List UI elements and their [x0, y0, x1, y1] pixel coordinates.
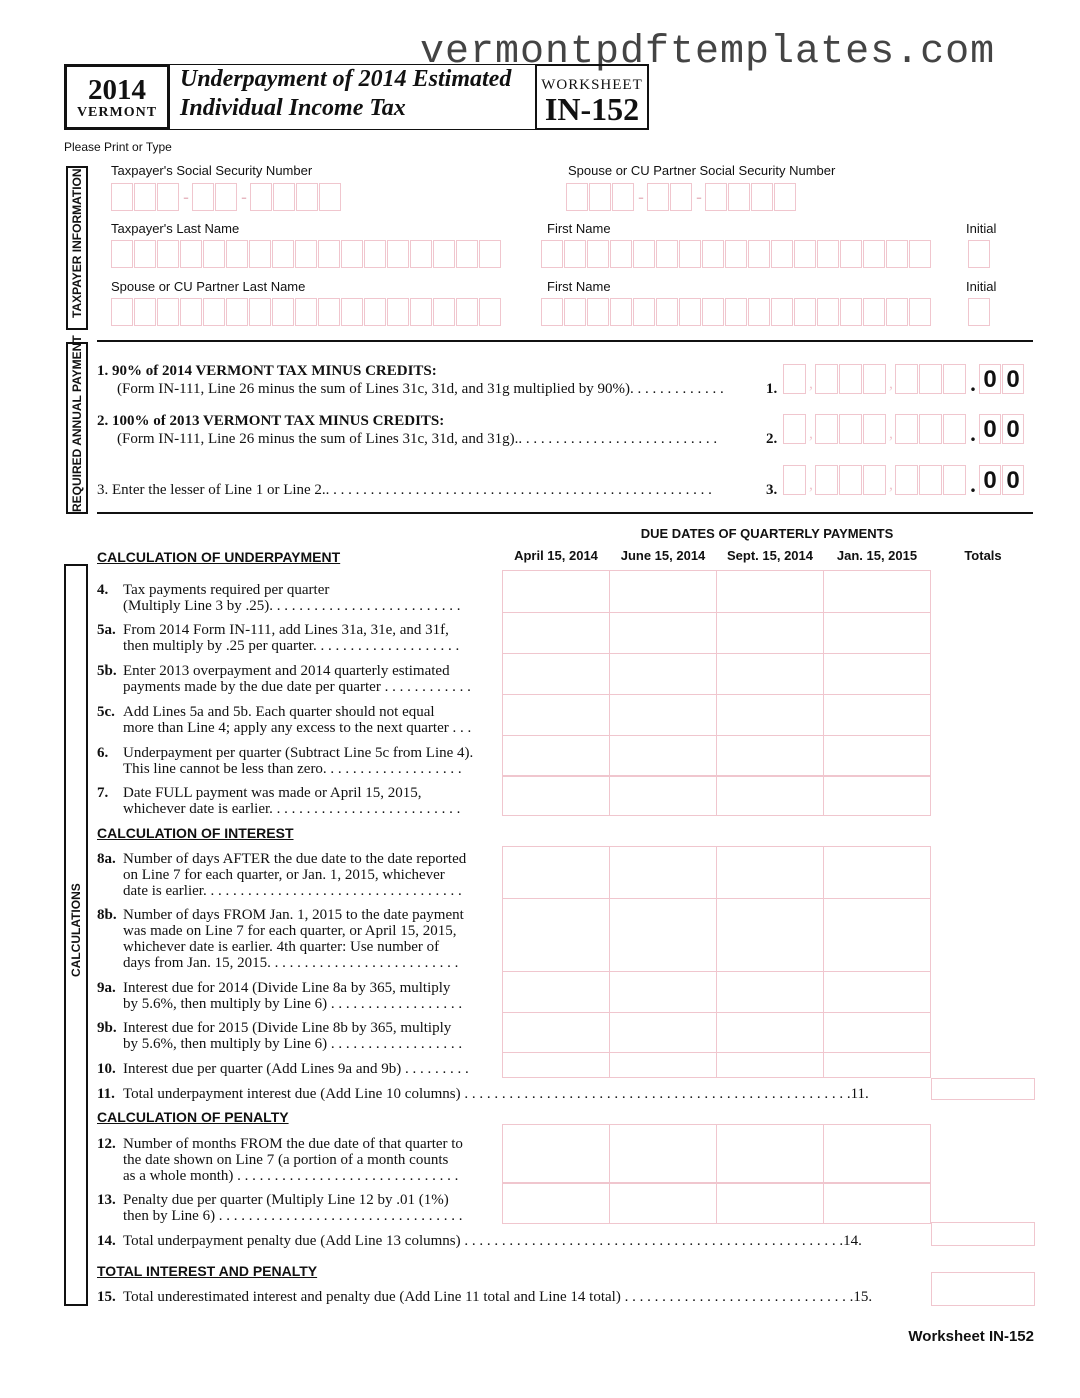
required-section-label: REQUIRED ANNUAL PAYMENT	[70, 335, 84, 512]
first-name-label: First Name	[547, 221, 611, 236]
spouse-last-name-label: Spouse or CU Partner Last Name	[111, 279, 306, 294]
line1-title: 1. 90% of 2014 VERMONT TAX MINUS CREDITS:	[97, 363, 437, 379]
line3-cents-2: 0	[1002, 465, 1024, 495]
item-13: 13. Penalty due per quarter (Multiply Line 12 by .01 (1%) then by Line 6) . . . . . . . . . . . . . . . . . . . . . . . . . . . . . . . . .	[97, 1192, 463, 1224]
item-12: 12. Number of months FROM the due date of that quarter to the date shown on Line 7 (a portion of a month counts as a whole month) . . . . . . . . . . . . . . . . . . . . . . . . . . . . . .	[97, 1136, 463, 1184]
form-title-line1: Underpayment of 2014 Estimated	[180, 66, 512, 92]
item-5b: 5b. Enter 2013 overpayment and 2014 quarterly estimated payments made by the due date per quarter . . . . . . . . . . . .	[97, 663, 471, 695]
item-9a: 9a. Interest due for 2014 (Divide Line 8a by 365, multiply by 5.6%, then multiply by Line 6) . . . . . . . . . . . . . . . . . .	[97, 980, 463, 1012]
divider-2	[97, 512, 1033, 514]
line2-num: 2.	[766, 431, 778, 447]
last-name-input[interactable]	[111, 240, 502, 268]
initial-input[interactable]	[968, 240, 991, 268]
line3-cents-1: 0	[979, 465, 1001, 495]
item-5a: 5a. From 2014 Form IN-111, add Lines 31a, 31e, and 31f, then multiply by .25 per quarter. . . . . . . . . . . . . . . . . . . .	[97, 622, 460, 654]
tax-year: 2014	[88, 74, 146, 106]
item-9b: 9b. Interest due for 2015 (Divide Line 8b by 365, multiply by 5.6%, then multiply by Line 6) . . . . . . . . . . . . . . . . . .	[97, 1020, 463, 1052]
line1-cents-2: 0	[1002, 364, 1024, 394]
line3-desc: 3. Enter the lesser of Line 1 or Line 2.. . . . . . . . . . . . . . . . . . . . . . . . . . . . . . . . . . . . . . . . . . . . . . . . . . . .	[97, 482, 712, 498]
worksheet-label: WORKSHEET	[541, 77, 643, 93]
calc-section-label: CALCULATIONS	[69, 883, 83, 977]
item-15: 15. Total underestimated interest and penalty due (Add Line 11 total and Line 14 total) . . . . . . . . . . . . . . . . . . . . . . . . . . . . . . .15.	[97, 1289, 873, 1305]
initial-label: Initial	[966, 221, 997, 236]
taxpayer-section-label: TAXPAYER INFORMATION	[70, 168, 84, 318]
col-jan: Jan. 15, 2015	[836, 548, 918, 563]
item-8b: 8b. Number of days FROM Jan. 1, 2015 to the date payment was made on Line 7 for each quarter, or April 15, 2015, whichever date is earlier. 4th quarter: Use number of days from Jan. 15, 2015. . . . . . . . . . . . . . . . . . . . . . . . . .	[97, 907, 464, 971]
interest-heading: CALCULATION OF INTEREST	[97, 825, 294, 841]
spouse-first-name-input[interactable]	[541, 298, 932, 326]
item-8a: 8a. Number of days AFTER the due date to the date reported on Line 7 for each quarter, or Jan. 1, 2015, whichever date is earlier. . . . . . . . . . . . . . . . . . . . . . . . . . . . . . . . . . .	[97, 851, 467, 899]
spouse-first-name-label: First Name	[547, 279, 611, 294]
line2-cents-2: 0	[1002, 414, 1024, 444]
ssn-label: Taxpayer's Social Security Number	[111, 163, 313, 178]
col-june: June 15, 2014	[620, 548, 706, 563]
line11-total-input[interactable]	[931, 1078, 1035, 1100]
line3-amount-input[interactable]: , , . 0 0	[783, 465, 1025, 495]
watermark: vermontpdftemplates.com	[420, 30, 996, 75]
spouse-ssn-label: Spouse or CU Partner Social Security Number	[568, 163, 836, 178]
item-5c: 5c. Add Lines 5a and 5b. Each quarter should not equal more than Line 4; apply any excess to the next quarter . . .	[97, 704, 472, 736]
last-name-label: Taxpayer's Last Name	[111, 221, 240, 236]
item-10: 10. Interest due per quarter (Add Lines 9a and 9b) . . . . . . . . .	[97, 1061, 469, 1077]
ssn-input[interactable]: - -	[111, 183, 342, 211]
footer-form-id: Worksheet IN-152	[908, 1328, 1034, 1345]
due-dates-title: DUE DATES OF QUARTERLY PAYMENTS	[640, 526, 894, 541]
worksheet-box	[535, 64, 649, 130]
underpayment-heading: CALCULATION OF UNDERPAYMENT	[97, 549, 341, 565]
year-box	[64, 64, 170, 130]
spouse-initial-label: Initial	[966, 279, 997, 294]
line1-amount-input[interactable]: , , . 0 0	[783, 364, 1025, 394]
please-print: Please Print or Type	[64, 140, 172, 154]
col-totals: Totals	[964, 548, 1002, 563]
line2-title: 2. 100% of 2013 VERMONT TAX MINUS CREDITS:	[97, 413, 445, 429]
spouse-initial-input[interactable]	[968, 298, 991, 326]
item-4: 4. Tax payments required per quarter (Multiply Line 3 by .25). . . . . . . . . . . . . . . . . . . . . . . . . .	[97, 582, 461, 614]
line1-cents-1: 0	[979, 364, 1001, 394]
line3-num: 3.	[766, 482, 778, 498]
first-name-input[interactable]	[541, 240, 932, 268]
line2-desc: (Form IN-111, Line 26 minus the sum of Lines 31c, 31d, and 31g).. . . . . . . . . . . . . . . . . . . . . . . . . . .	[117, 431, 718, 447]
form-title-line2: Individual Income Tax	[180, 95, 406, 121]
line14-total-input[interactable]	[931, 1222, 1035, 1246]
line1-desc: (Form IN-111, Line 26 minus the sum of Lines 31c, 31d, and 31g multiplied by 90%). . . . . . . . . . . . .	[117, 381, 724, 397]
total-heading: TOTAL INTEREST AND PENALTY	[97, 1263, 318, 1279]
item-14: 14. Total underpayment penalty due (Add Line 13 columns) . . . . . . . . . . . . . . . . . . . . . . . . . . . . . . . . . . . . . . . . . . . . . . . . . . .14.	[97, 1233, 862, 1249]
line2-cents-1: 0	[979, 414, 1001, 444]
form-number: IN-152	[544, 91, 640, 127]
state-name: VERMONT	[76, 105, 158, 120]
col-sept: Sept. 15, 2014	[727, 548, 813, 563]
divider-1	[97, 340, 1033, 342]
item-11: 11. Total underpayment interest due (Add Line 10 columns) . . . . . . . . . . . . . . . . . . . . . . . . . . . . . . . . . . . . . . . . . . . . . . . . . . . .11.	[97, 1086, 869, 1102]
line2-amount-input[interactable]: , , . 0 0	[783, 414, 1025, 444]
item-7: 7. Date FULL payment was made or April 15, 2015, whichever date is earlier. . . . . . . . . . . . . . . . . . . . . . . . . .	[97, 785, 461, 817]
col-april: April 15, 2014	[514, 548, 598, 563]
spouse-last-name-input[interactable]	[111, 298, 502, 326]
item-6: 6. Underpayment per quarter (Subtract Line 5c from Line 4). This line cannot be less than zero. . . . . . . . . . . . . . . . . . .	[97, 745, 474, 777]
line15-total-input[interactable]	[931, 1272, 1035, 1306]
spouse-ssn-input[interactable]: - -	[566, 183, 797, 211]
form-title	[170, 64, 536, 130]
line1-num: 1.	[766, 381, 778, 397]
penalty-heading: CALCULATION OF PENALTY	[97, 1109, 289, 1125]
